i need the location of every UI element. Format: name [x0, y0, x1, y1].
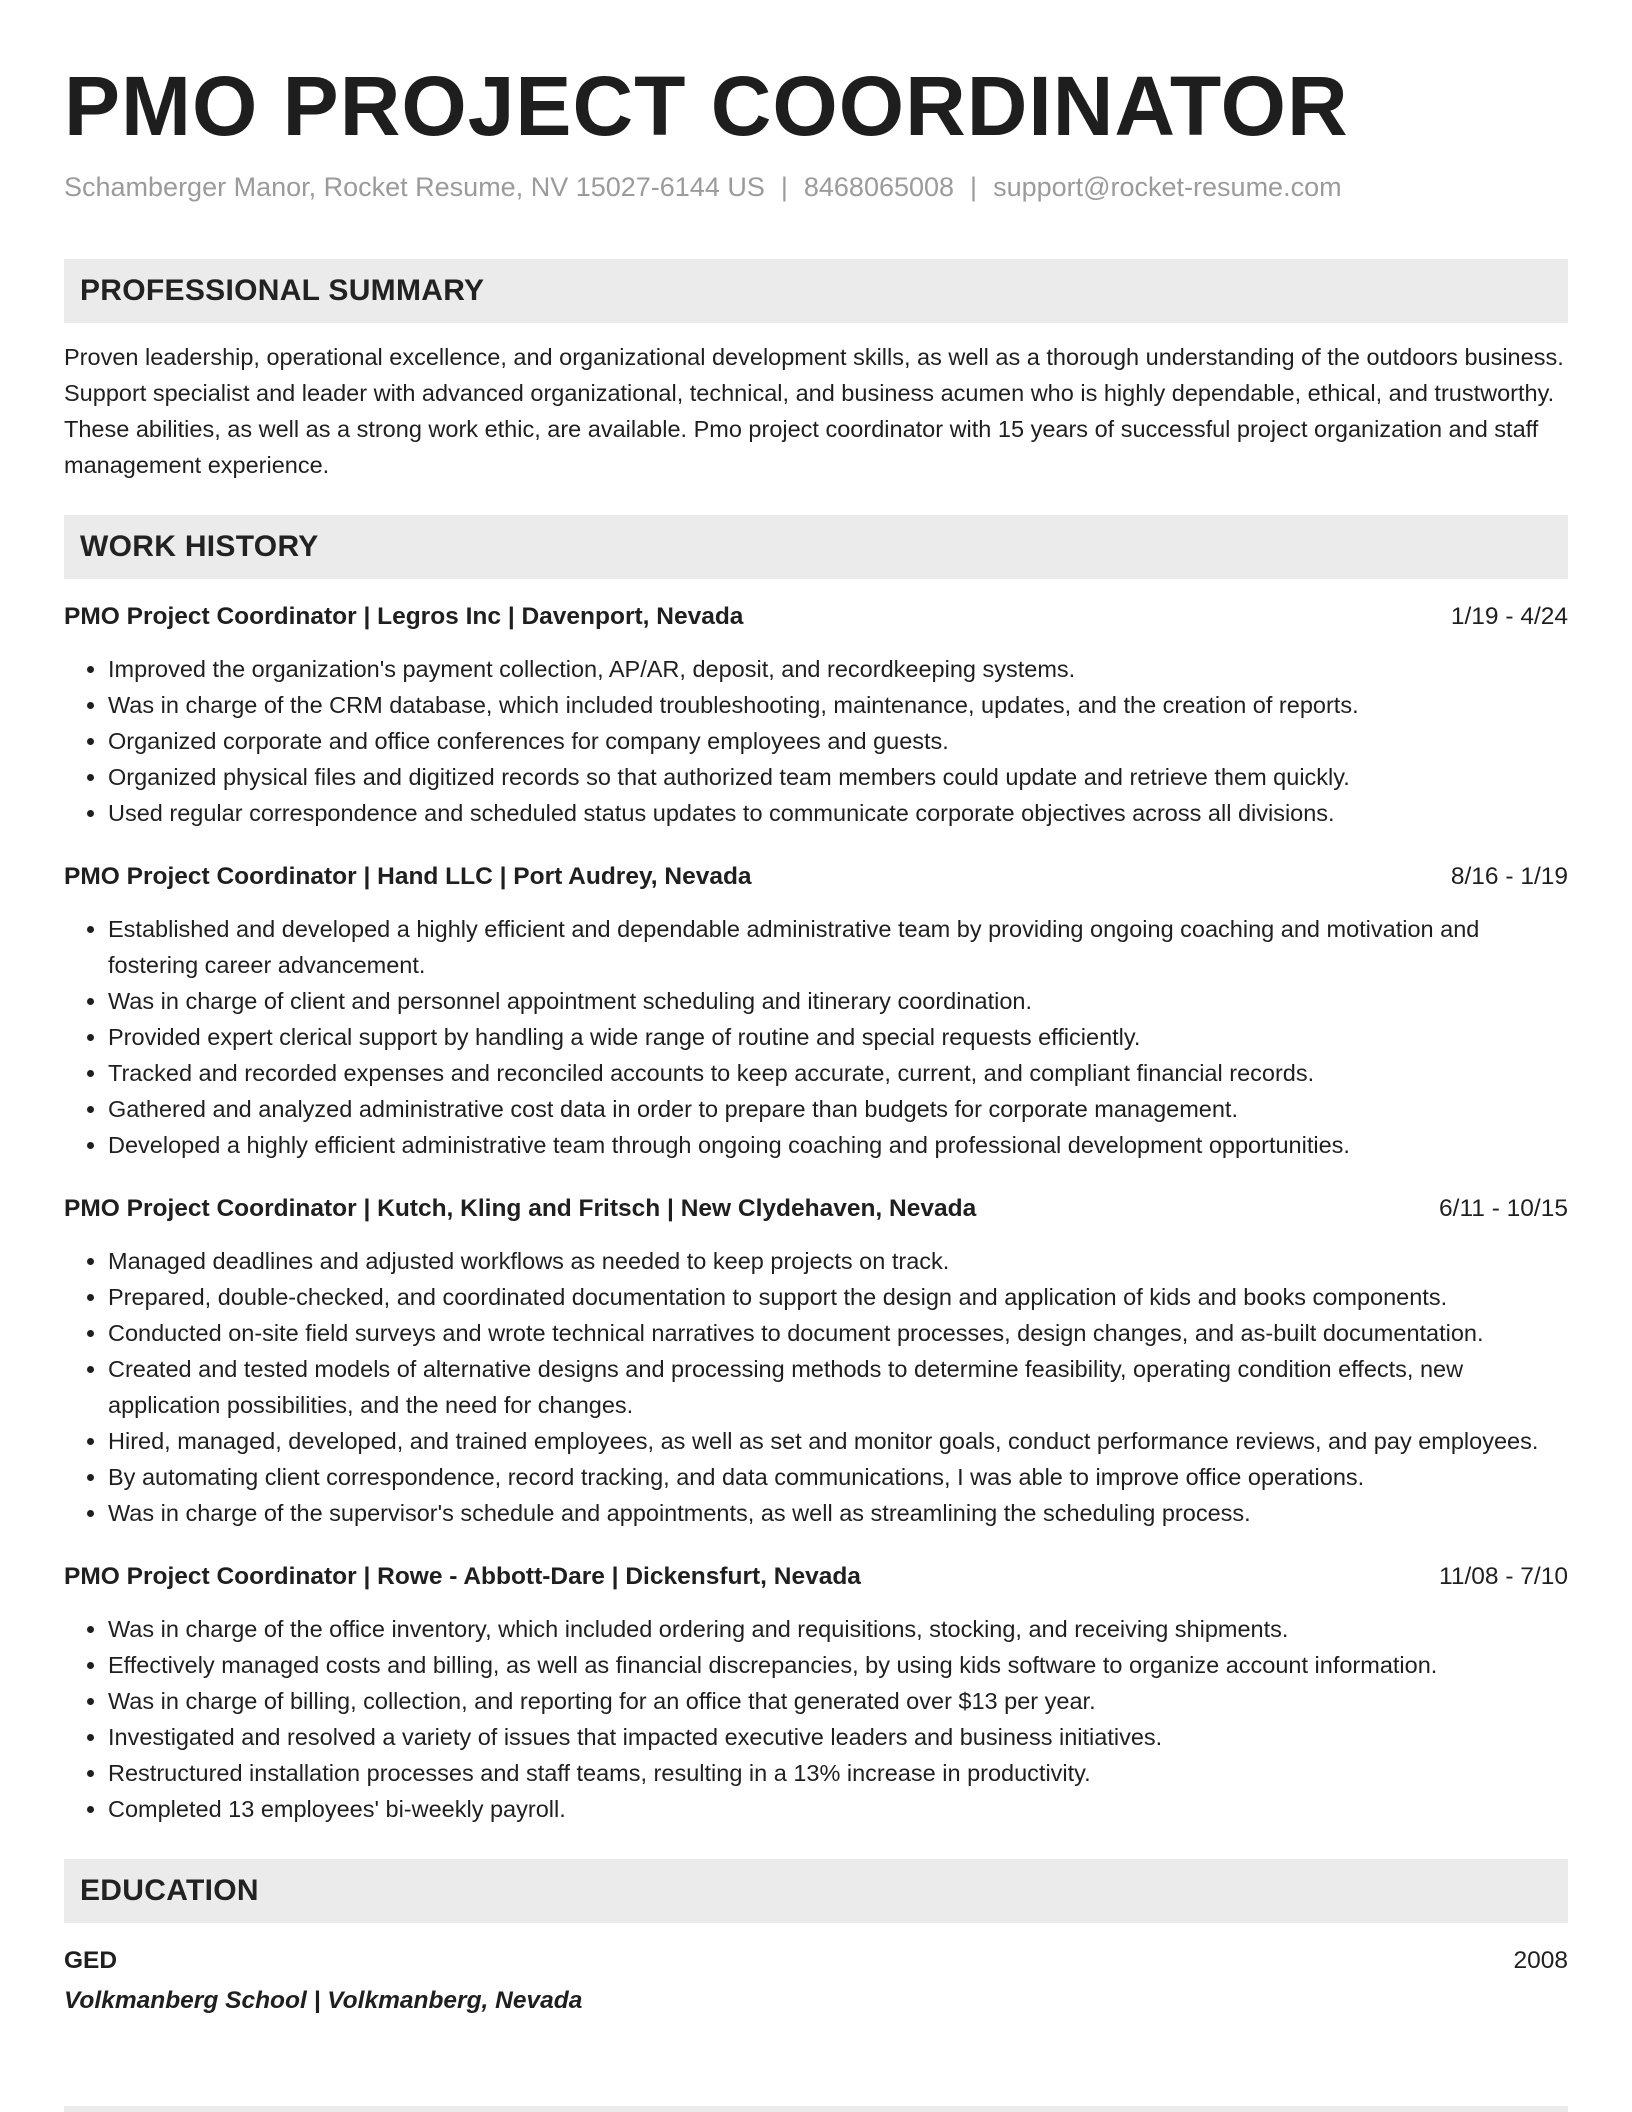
job-dates: 8/16 - 1/19: [1450, 863, 1568, 890]
job-bullets: [64, 1243, 1568, 1531]
job-bullet: • Improved the organization's payment collection, AP/AR, deposit, and recordkeeping systems.: [108, 651, 1568, 687]
section-header-education: EDUCATION: [64, 1859, 1568, 1923]
contact-address: Schamberger Manor, Rocket Resume, NV 15027-6144 US: [64, 172, 765, 202]
job-bullet: • Organized physical files and digitized records so that authorized team members could update and retrieve them quickly.: [108, 759, 1568, 795]
contact-phone: 8468065008: [803, 172, 955, 202]
job-entry: [64, 1559, 1568, 1827]
job-bullet: • Provided expert clerical support by handling a wide range of routine and special requests efficiently.: [108, 1019, 1568, 1055]
contact-email: support@rocket-resume.com: [993, 172, 1342, 202]
education-school: Volkmanberg School | Volkmanberg, Nevada: [64, 1987, 583, 2014]
job-bullet: • Gathered and analyzed administrative cost data in order to prepare than budgets for corporate management.: [108, 1091, 1568, 1127]
education-header: [64, 1943, 1568, 1979]
section-header-work-history: WORK HISTORY: [64, 515, 1568, 579]
job-bullet: • By automating client correspondence, record tracking, and data communications, I was able to improve office operations.: [108, 1459, 1568, 1495]
job-bullet: • Restructured installation processes and staff teams, resulting in a 13% increase in productivity.: [108, 1755, 1568, 1791]
job-bullet: • Completed 13 employees' bi-weekly payroll.: [108, 1791, 1568, 1827]
job-dates: 11/08 - 7/10: [1439, 1563, 1568, 1590]
job-entry: [64, 599, 1568, 831]
job-bullet: • Was in charge of the supervisor's schedule and appointments, as well as streamlining the scheduling process.: [108, 1495, 1568, 1531]
job-title: PMO Project Coordinator | Rowe - Abbott-Dare | Dickensfurt, Nevada: [64, 1563, 861, 1590]
job-bullet: • Hired, managed, developed, and trained employees, as well as set and monitor goals, conduct performance reviews, and pay employees.: [108, 1423, 1568, 1459]
job-header: [64, 859, 1568, 895]
job-header: [64, 1191, 1568, 1227]
job-bullet: • Established and developed a highly efficient and dependable administrative team by providing ongoing coaching and motivation and fostering career advancement.: [108, 911, 1568, 983]
job-dates: 6/11 - 10/15: [1439, 1195, 1568, 1222]
job-entry: [64, 1191, 1568, 1531]
job-bullet: • Effectively managed costs and billing, as well as financial discrepancies, by using kids software to organize account information.: [108, 1647, 1568, 1683]
job-header: [64, 1559, 1568, 1595]
contact-line: [64, 170, 1568, 204]
next-section-band: [64, 2106, 1568, 2112]
job-bullet: • Developed a highly efficient administrative team through ongoing coaching and professional development opportunities.: [108, 1127, 1568, 1163]
job-bullets: [64, 1611, 1568, 1827]
job-bullet: • Managed deadlines and adjusted workflows as needed to keep projects on track.: [108, 1243, 1568, 1279]
job-bullet: • Used regular correspondence and scheduled status updates to communicate corporate objectives across all divisions.: [108, 795, 1568, 831]
job-dates: 1/19 - 4/24: [1450, 603, 1568, 630]
job-bullet: • Investigated and resolved a variety of issues that impacted executive leaders and business initiatives.: [108, 1719, 1568, 1755]
section-header-summary: PROFESSIONAL SUMMARY: [64, 259, 1568, 323]
job-bullet: • Was in charge of the CRM database, which included troubleshooting, maintenance, updates, and the creation of reports.: [108, 687, 1568, 723]
job-bullet: • Tracked and recorded expenses and reconciled accounts to keep accurate, current, and compliant financial records.: [108, 1055, 1568, 1091]
job-header: [64, 599, 1568, 635]
job-bullet: • Organized corporate and office conferences for company employees and guests.: [108, 723, 1568, 759]
job-entry: [64, 859, 1568, 1163]
job-title: PMO Project Coordinator | Legros Inc | Davenport, Nevada: [64, 603, 744, 630]
job-bullet: • Was in charge of the office inventory, which included ordering and requisitions, stocking, and receiving shipments.: [108, 1611, 1568, 1647]
education-degree: GED: [64, 1947, 118, 1974]
job-title: PMO Project Coordinator | Kutch, Kling and Fritsch | New Clydehaven, Nevada: [64, 1195, 977, 1222]
resume-page: [64, 0, 1568, 2019]
job-title: PMO Project Coordinator | Hand LLC | Port Audrey, Nevada: [64, 863, 752, 890]
education-year: 2008: [1513, 1947, 1568, 1974]
summary-text: Proven leadership, operational excellence, and organizational development skills, as well as a thorough understanding of the outdoors business. Support specialist and leader with advanced organizational, technical, and business acumen who is highly dependable, ethical, and trustworthy. These abilities, as well as a strong work ethic, are available. Pmo project coordinator with 15 years of successful project organization and staff management experience.: [64, 344, 1564, 478]
job-bullet: • Conducted on-site field surveys and wrote technical narratives to document processes, design changes, and as-built documentation.: [108, 1315, 1568, 1351]
job-bullet: • Was in charge of client and personnel appointment scheduling and itinerary coordination.: [108, 983, 1568, 1019]
contact-separator: |: [970, 172, 978, 202]
job-bullets: [64, 911, 1568, 1163]
page-title: PMO PROJECT COORDINATOR: [64, 59, 1349, 153]
job-bullet: • Was in charge of billing, collection, and reporting for an office that generated over $13 per year.: [108, 1683, 1568, 1719]
job-bullet: • Prepared, double-checked, and coordinated documentation to support the design and application of kids and books components.: [108, 1279, 1568, 1315]
job-bullets: [64, 651, 1568, 831]
job-bullet: • Created and tested models of alternative designs and processing methods to determine feasibility, operating condition effects, new application possibilities, and the need for changes.: [108, 1351, 1568, 1423]
contact-separator: |: [780, 172, 788, 202]
